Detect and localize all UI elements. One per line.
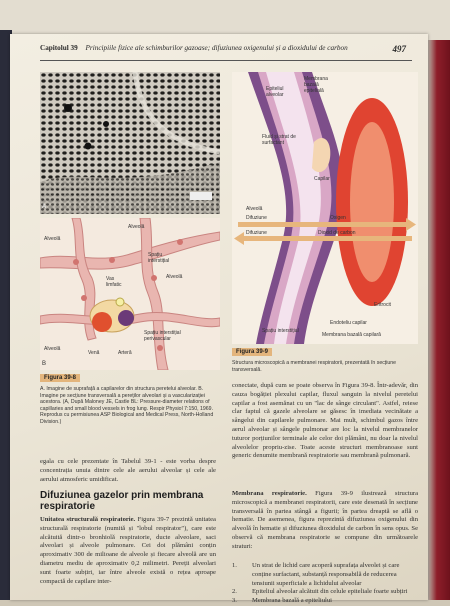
panel-b-letter: B <box>42 361 47 367</box>
label-alveola-2: Alveolă <box>44 236 61 242</box>
list-item: 2. Epiteliul alveolar alcătuit din celule epiteliale foarte subțiri <box>232 588 408 596</box>
right-paragraph-1: conectate, după cum se poate observa în Figura 39-8. Într-adevăr, din cauza bogăției plexului capilar, fluxul sanguin la nivelul peretelui capilar a fost asemănat cu un "lac de sânge circulant". Astfel, reiese clar faptul că gazele alveolare se găsesc în imediata vecinătate a sângelui din capilarele pulmonare. Mai mult, schimbul gazos între aerul alveolar și sângele pulmonar are loc la nivelul membranelor tuturor porțiunilor terminale ale celor doi plămâni, nu doar la nivelul alveolelor propriu-zise. Toate aceste structuri membranoase sunt generic denumite membrană respiratorie sau membrană pulmonară. <box>232 382 418 460</box>
label-capilar: Capilar <box>314 176 330 182</box>
left-paragraph-text: Figura 39-7 prezintă unitatea structurală respiratorie (numită și "lobul respirator"), care este alcătuită dintr-o bronhiolă respiratorie, ducte alveolare, saci alveolari și alveole pulmonare. Cei doi plămâni conțin aproximativ 300 de milioane de alveole și fiecare alveolă are un diametru mediu de aproximativ 0,2 milimetri. Pereții alveolari sunt foarte subțiri, iar între alveole există o rețea aproape compactă de capilare inter- <box>40 516 216 585</box>
page-number: 497 <box>392 44 406 54</box>
scale-bar <box>190 192 212 200</box>
left-paragraph <box>40 516 216 586</box>
figure-39-9-tag: Figura 39-9 <box>232 348 272 356</box>
label-membrana-epiteliala: Membrana bazală epitelială <box>304 76 328 94</box>
running-title: Principiile fizice ale schimburilor gazoase; difuziunea oxigenului și a dioxidului de carbon <box>85 44 348 52</box>
section-heading: Difuziunea gazelor prin membrana respiratorie <box>40 490 204 512</box>
label-membrana-capilara: Membrana bazală capilară <box>322 332 381 338</box>
label-eritrocit: Eritrocit <box>374 302 391 308</box>
chapter-label: Capitolul 39 <box>40 44 78 52</box>
capillary-micrograph <box>40 72 220 214</box>
header-rule <box>40 60 412 61</box>
label-difuziune-co2: Difuziune <box>246 230 267 236</box>
panel-a-letter: A <box>42 204 47 210</box>
book-cover-right <box>428 40 450 600</box>
label-co2: Dioxid de carbon <box>318 230 356 236</box>
label-endoteliu: Endoteliu capilar <box>330 320 367 326</box>
label-alveola-1: Alveolă <box>128 224 145 230</box>
label-spatiu-perivascular: Spațiu interstițial perivascular <box>144 330 181 342</box>
list-item: 1. Un strat de lichid care acoperă suprafața alveolei și care conține surfactant, substanță responsabilă de reducerea tensiunii superficiale a lichidului alveolar <box>232 562 400 587</box>
figure-39-8-panel-a <box>40 72 220 214</box>
membrane-layers-list <box>232 562 418 606</box>
label-alveola-4: Alveolă <box>44 346 61 352</box>
lymph-vessel <box>116 298 124 306</box>
book-page <box>10 34 428 605</box>
figure-39-8-tag: Figura 39-8 <box>40 374 80 382</box>
label-spatiu-interstitial-right: Spațiu interstițial <box>262 328 299 334</box>
alveolar-wall-diagram <box>40 218 220 370</box>
list-item: 3. Membrana bazală a epiteliului <box>232 597 333 605</box>
label-fluid: Fluid și strat de surfactant <box>262 134 296 146</box>
figure-39-8-caption: A. Imagine de suprafață a capilarelor din structura peretelui alveolar. B. Imagine pe secțiune transversală a pereților alveolari și a vascularizației acestora. (A, După Maloney JE, Castle BL: Pressure-diameter relations of capillaries and small blood vessels in frog lung. Respir Physiol 7:150, 1969. Reprodus cu permisiunea ASP Biological and Medical Press, North-Holland Division.) <box>40 386 214 425</box>
label-vas-limfatic: Vas limfatic <box>106 276 122 288</box>
label-vena: Venă <box>88 350 100 356</box>
label-artera: Arteră <box>118 350 132 356</box>
label-epiteliu: Epiteliul alveolar <box>266 86 284 98</box>
label-alveola: Alveolă <box>246 206 263 212</box>
left-paragraph-lead: Unitatea structurală respiratorie. <box>40 516 136 523</box>
vein-section <box>92 312 112 332</box>
label-spatiu-interstitial: Spațiu interstițial <box>148 252 170 264</box>
figure-39-9-caption: Structura microscopică a membranei respiratorii, prezentată în secțiune transversală. <box>232 360 397 373</box>
right-paragraph-2-lead: Membrana respiratorie. <box>232 490 307 497</box>
label-difuziune-o2: Difuziune <box>246 215 267 221</box>
right-paragraph-2-text: Figura 39-9 ilustrează structura microscopică a membranei respiratorii, care este desenată în secțiune transversală în partea stângă a figurii; în partea dreaptă se află o hematie. De asemenea, figura reprezintă difuziunea oxigenului din alveolă în hematie și difuziunea dioxidului de carbon în sens opus. Se observă că membrana respiratorie se compune din următoarele straturi: <box>232 490 418 550</box>
figure-39-9 <box>232 72 418 344</box>
figure-39-8-panel-b <box>40 218 220 370</box>
right-paragraph-2 <box>232 490 418 552</box>
label-oxigen: Oxigen <box>330 215 346 221</box>
artery-section <box>118 310 134 326</box>
label-alveola-3: Alveolă <box>166 274 183 280</box>
running-header <box>40 44 420 58</box>
left-continuation-text: egala cu cele prezentate în Tabelul 39-1 - este vorba despre concentrația unuia dintre cele ale aerului alveolar și cele ale aerului atmosferic umidificat. <box>40 458 216 483</box>
